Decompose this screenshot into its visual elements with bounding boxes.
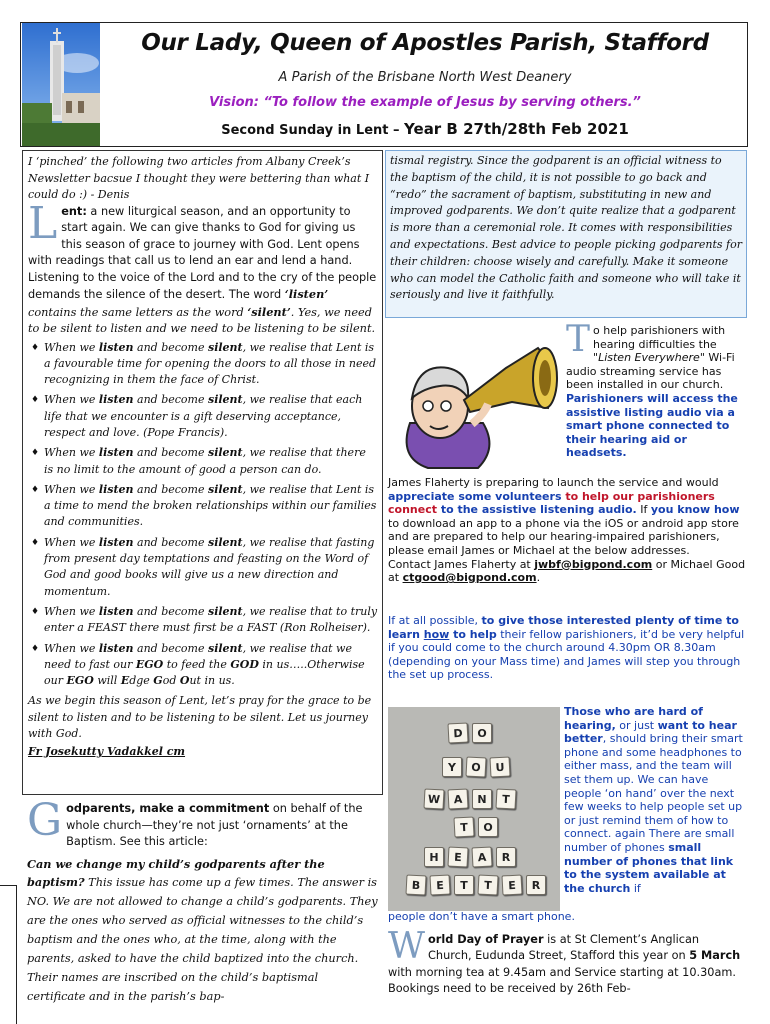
liturgical-sunday: Second Sunday in Lent – <box>221 123 405 138</box>
letter-tile: D <box>447 722 468 743</box>
scrabble-tiles-photo <box>388 707 560 911</box>
assistive-phrase: to the assistive listening audio. <box>436 503 637 517</box>
letter-tile: A <box>471 846 492 867</box>
hard-of-hearing-note <box>564 705 748 895</box>
hearing-text: o help parishioners with hearing difficulties the " <box>593 324 726 365</box>
letter-tile: T <box>454 875 474 895</box>
answer-text: This issue has come up a few times. The answer is NO. We are not allowed to change a child’s godparents. They are the ones who served as official witnesses to the child’s baptism and the ones who, at the time, along with the parents, asked to have the child baptized into the church. Their names are inscribed on the child’s baptismal certificate and in the parish’s bap- <box>27 875 378 1003</box>
letter-tile: A <box>447 788 468 809</box>
godparents-body: on behalf of the whole church—they’re not just ‘ornaments’ at the Baptism. See this article: <box>66 802 363 848</box>
letter-tile: U <box>489 756 510 777</box>
access-instructions: Parishioners will access the assistive listing audio via a smart phone connected to their hearing aid or headsets. <box>566 391 738 460</box>
lent-mid: contains the same letters as the word <box>28 305 248 319</box>
church-photo <box>22 23 100 146</box>
know-how-phrase: you know how <box>650 503 740 517</box>
date-line <box>100 120 750 138</box>
to-help-phrase: to help <box>449 627 497 641</box>
dropcap-t: T <box>566 319 591 360</box>
those-text: or just <box>615 718 658 732</box>
help-connect-phrase: to help our parishioners connect <box>388 489 715 517</box>
parish-title: Our Lady, Queen of Apostles Parish, Stafford <box>141 30 709 56</box>
wdp-text-2: with morning tea at 9.45am and Service starting at 10.30am. Bookings need to be received by 26th Feb- <box>388 965 737 995</box>
email-michael-link[interactable]: ctgood@bigpond.com <box>402 571 537 585</box>
intro-note: I ‘pinched’ the following two articles from Albany Creek’s Newsletter bacsue I thought they were bettering than what I could do :) - Denis <box>28 155 370 201</box>
letter-tile: T <box>495 788 516 809</box>
listen-everywhere-name: Listen Everywhere <box>598 351 700 365</box>
hard-of-hearing-phrase: Those who are hard of hearing, <box>564 705 703 732</box>
those-text-2: , should bring their smart phone and some headphones to either mass, and the team will set them up. We can have people ‘on hand’ over the next few weeks to help people set up or just remind them of how to connect. again There are small number of phones <box>564 732 743 854</box>
contact-line: Contact James Flaherty at jwbf@bigpond.com or Michael Good at ctgood@bigpond.com. <box>388 557 746 585</box>
letter-tile: O <box>478 817 498 837</box>
word-silent: ‘silent’ <box>247 304 291 319</box>
letter-tile: E <box>501 874 522 895</box>
word-listen: ‘listen’ <box>284 287 329 301</box>
godparents-question <box>27 855 379 1006</box>
james-text-2: If <box>636 503 651 517</box>
those-text-3: if <box>630 881 641 895</box>
dropcap-l: L <box>28 197 58 249</box>
letter-tile: Y <box>442 757 462 777</box>
wdp-date: 5 March <box>689 949 741 963</box>
list-item: ♦ When we listen and become silent, we realise that Lent is a time to mend the broken relationships within our families and communities. <box>28 482 378 531</box>
letter-tile: O <box>465 756 486 777</box>
setup-session-note <box>388 614 746 682</box>
plenty-time-phrase: to give those interested plenty of time to learn <box>388 614 739 641</box>
letter-tile: T <box>477 874 498 895</box>
godparents-continuation: tismal registry. Since the godparent is an official witness to the baptism of the child, it is not possible to go back and “redo” the sacrament of baptism, substituting in new and improved godparents. We don’t quite realize that a godparent is more than a ceremonial role. It comes with responsibilities and expectations. Best advice to people picking godparents for their children: choose wisely and carefully. Make it someone who can model the Catholic faith and someone who will take it seriously and live it faithfully. <box>390 154 742 302</box>
question-text: Can we change my child’s godparents after the baptism? <box>27 856 325 889</box>
list-item: ♦ When we listen and become silent, we realise that each life that we encounter is a gift deserving acceptance, respect and love. (Pope Francis). <box>28 392 378 441</box>
deanery-subtitle: A Parish of the Brisbane North West Deanery <box>278 70 572 85</box>
phones-available-phrase: small number of phones that link to the system available at the church <box>564 840 734 895</box>
letter-tile: N <box>472 789 492 809</box>
wdp-heading: orld Day of Prayer <box>428 933 544 946</box>
possible-text-2: their fellow parishioners, it’d be very helpful if you could come to the church around 4.30pm OR 8.30am (depending on your Mass time) and James will step you through the set up process. <box>388 627 745 682</box>
volunteers-phrase: appreciate some volunteers <box>388 489 562 503</box>
dropcap-g: G <box>27 797 63 846</box>
list-item: ♦ When we listen and become silent, we realise that Lent is a favourable time for opening the doors to all those in need recognizing in them the face of Christ. <box>28 340 378 389</box>
list-item: ♦ When we listen and become silent, we realise that we need to fast our EGO to feed the GOD in us…..Otherwise our EGO will Edge God Out in us. <box>28 641 378 690</box>
james-text-3: to download an app to a phone via the iOS or android app store and are prepared to help our hearing-impaired parishioners, please email James or Michael at the below addresses. <box>388 516 739 557</box>
want-hear-phrase: want to hear better <box>564 718 737 746</box>
letter-tile: T <box>453 816 474 837</box>
list-item: ♦ When we listen and become silent, we realise that there is no limit to the amount of good a person can do. <box>28 445 378 478</box>
volunteer-request <box>388 476 746 585</box>
no-smartphone-line: people don’t have a smart phone. <box>388 910 575 923</box>
closing-prayer: As we begin this season of Lent, let’s pray for the grace to be silent to listen and to be listening to be silent. Let us journey with God. <box>28 694 372 741</box>
hearing-text-2: " Wi-Fi audio streaming service has been installed in our church. <box>566 351 735 392</box>
letter-tile: H <box>424 847 444 867</box>
wdp-text: is at St Clement’s Anglican Church, Eudunda Street, Stafford this year on <box>428 933 700 963</box>
letter-tile: E <box>447 846 468 867</box>
letter-tile: R <box>526 875 546 895</box>
letter-tile: E <box>429 874 450 895</box>
godparents-continuation-box <box>385 150 747 318</box>
lent-paragraph <box>28 197 378 338</box>
letter-tile: R <box>496 847 516 867</box>
dropcap-w: W <box>388 926 426 967</box>
year-and-date: Year B 27th/28th Feb 2021 <box>404 120 629 138</box>
vision-statement: Vision: “To follow the example of Jesus by serving others.” <box>209 95 641 110</box>
world-day-of-prayer <box>388 926 746 997</box>
lent-heading: ent: <box>61 204 87 218</box>
james-text: James Flaherty is preparing to launch the service and would <box>388 476 719 489</box>
letter-tile: W <box>423 788 444 809</box>
hearing-service-intro <box>566 319 748 460</box>
letter-tile: B <box>405 874 426 895</box>
godparents-article <box>22 797 383 1024</box>
list-item: ♦ When we listen and become silent, we realise that fasting from present day temptations and feasting on the Word of God and good books will give us a new direction and momentum. <box>28 535 378 600</box>
letter-tile: O <box>472 723 492 743</box>
email-james-link[interactable]: jwbf@bigpond.com <box>534 557 653 571</box>
lent-body: a new liturgical season, and an opportunity to start again. We can give thanks to God for giving us this season of grace to journey with God. Lent opens with readings that call us to lend an ear and lend a hand. Listening to the voice of the Lord and to the cry of the people demands the silence of the desert. The word <box>28 204 377 301</box>
ear-trumpet-illustration <box>388 328 560 476</box>
lent-article-box <box>22 150 383 795</box>
possible-text: If at all possible, <box>388 614 482 627</box>
how-word: how <box>423 627 450 641</box>
author-signature: Fr Josekutty Vadakkel cm <box>28 744 186 758</box>
listen-silent-list <box>28 340 378 690</box>
lent-end: . Yes, we need to be silent to listen and we need to be listening to be silent. <box>28 305 376 335</box>
list-item: ♦ When we listen and become silent, we realise that to truly enter a FEAST there must first be a FAST (Ron Rolheiser). <box>28 604 378 637</box>
godparents-paragraph <box>27 797 379 851</box>
adjacent-page-edge <box>0 885 17 1024</box>
godparents-heading: odparents, make a commitment <box>66 802 270 815</box>
